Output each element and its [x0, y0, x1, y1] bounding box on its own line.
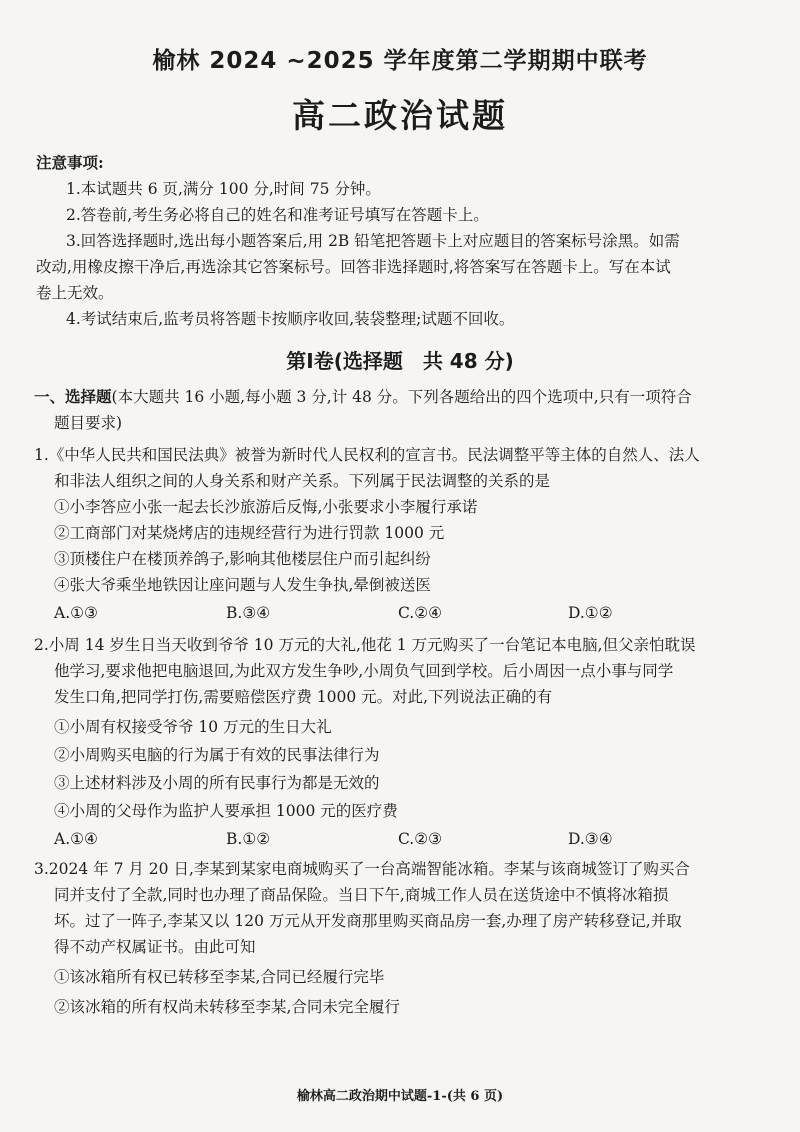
- question-1-text: 和非法人组织之间的人身关系和财产关系。下列属于民法调整的关系的是: [54, 472, 551, 490]
- part-desc: (本大题共 16 小题,每小题 3 分,计 48 分。下列各题给出的四个选项中,只有一项符合: [111, 388, 692, 406]
- question-2-text: 发生口角,把同学打伤,需要赔偿医疗费 1000 元。对此,下列说法正确的有: [54, 688, 553, 706]
- page-footer: 榆林高二政治期中试题-1-(共 6 页): [296, 1089, 504, 1104]
- notes-item: 3.回答选择题时,选出每小题答案后,用 2B 铅笔把答题卡上对应题目的答案标号涂黑。如需: [66, 232, 680, 250]
- question-3-statement: ①该冰箱所有权已转移至李某,合同已经履行完毕: [54, 968, 385, 986]
- choice-b[interactable]: B.①②: [226, 830, 271, 848]
- notes-item: 卷上无效。: [36, 284, 114, 302]
- notes-item: 2.答卷前,考生务必将自己的姓名和准考证号填写在答题卡上。: [66, 206, 489, 224]
- question-3-text: 得不动产权属证书。由此可知: [54, 938, 256, 956]
- part-desc-cont: 题目要求): [54, 414, 123, 432]
- notes-heading: 注意事项:: [36, 153, 104, 172]
- question-1-text: 1.《中华人民共和国民法典》被誉为新时代人民权利的宣言书。民法调整平等主体的自然人、法人: [34, 446, 700, 464]
- question-2-text: 他学习,要求他把电脑退回,为此双方发生争吵,小周负气回到学校。后小周因一点小事与同学: [54, 662, 674, 680]
- question-3-text: 坏。过了一阵子,李某又以 120 万元从开发商那里购买商品房一套,办理了房产转移登记,并取: [54, 912, 682, 930]
- choice-a[interactable]: A.①③: [54, 604, 98, 622]
- question-3-statement: ②该冰箱的所有权尚未转移至李某,合同未完全履行: [54, 998, 400, 1016]
- question-1-statement: ①小李答应小张一起去长沙旅游后反悔,小张要求小李履行承诺: [54, 498, 478, 516]
- question-3-text: 同并支付了全款,同时也办理了商品保险。当日下午,商城工作人员在送货途中不慎将冰箱损: [54, 886, 669, 904]
- choice-d[interactable]: D.③④: [568, 830, 613, 848]
- notes-item: 改动,用橡皮擦干净后,再选涂其它答案标号。回答非选择题时,将答案写在答题卡上。写在本试: [36, 258, 671, 276]
- question-2-statement: ②小周购买电脑的行为属于有效的民事法律行为: [54, 746, 380, 764]
- question-1-statement: ②工商部门对某烧烤店的违规经营行为进行罚款 1000 元: [54, 524, 445, 542]
- question-3-text: 3.2024 年 7 月 20 日,李某到某家电商城购买了一台高端智能冰箱。李某与该商城签订了购买合: [34, 860, 690, 878]
- question-1-statement: ④张大爷乘坐地铁因让座问题与人发生争执,晕倒被送医: [54, 576, 431, 594]
- part-label: 一、选择题: [34, 387, 112, 406]
- question-2-statement: ①小周有权接受爷爷 10 万元的生日大礼: [54, 718, 332, 736]
- notes-item: 1.本试题共 6 页,满分 100 分,时间 75 分钟。: [66, 180, 381, 198]
- part-intro: [34, 386, 764, 408]
- question-2-statement: ③上述材料涉及小周的所有民事行为都是无效的: [54, 774, 380, 792]
- question-2-statement: ④小周的父母作为监护人要承担 1000 元的医疗费: [54, 802, 398, 820]
- choice-a[interactable]: A.①④: [54, 830, 98, 848]
- question-1-statement: ③顶楼住户在楼顶养鸽子,影响其他楼层住户而引起纠纷: [54, 550, 431, 568]
- subject-title: 高二政治试题: [292, 96, 508, 135]
- choice-c[interactable]: C.②③: [398, 830, 443, 848]
- choice-c[interactable]: C.②④: [398, 604, 443, 622]
- notes-item: 4.考试结束后,监考员将答题卡按顺序收回,装袋整理;试题不回收。: [66, 310, 515, 328]
- choice-b[interactable]: B.③④: [226, 604, 271, 622]
- section-title: 第Ⅰ卷(选择题 共 48 分): [286, 349, 514, 373]
- exam-title: 榆林 2024 ~2025 学年度第二学期期中联考: [152, 48, 648, 74]
- choice-d[interactable]: D.①②: [568, 604, 613, 622]
- question-2-text: 2.小周 14 岁生日当天收到爷爷 10 万元的大礼,他花 1 万元购买了一台笔记本电脑,但父亲怕耽误: [34, 636, 696, 654]
